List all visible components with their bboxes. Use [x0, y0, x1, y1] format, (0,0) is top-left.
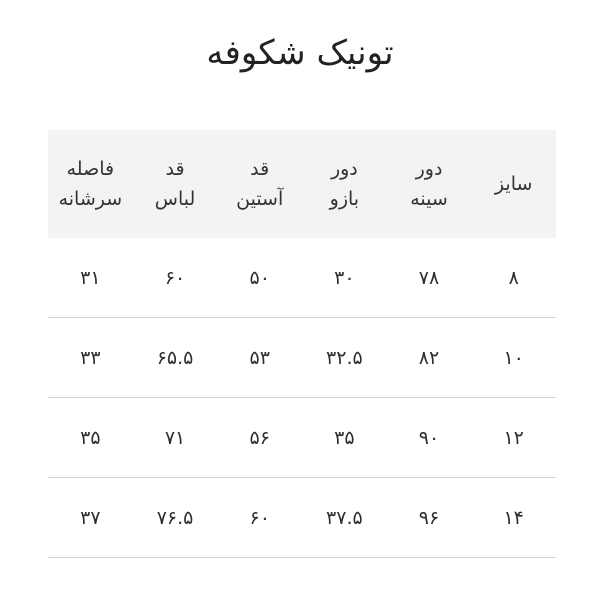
- cell-dress-length: ۷۱: [133, 398, 218, 478]
- cell-shoulder-width: ۳۱: [48, 238, 133, 318]
- table-row: [48, 478, 556, 558]
- header-size: [471, 130, 556, 238]
- header-shoulder-width: [48, 130, 133, 238]
- cell-size: ۸: [471, 238, 556, 318]
- header-shoulder-width-label: فاصله سرشانه: [58, 158, 123, 210]
- page-title: تونیک شکوفه: [206, 33, 394, 73]
- cell-size: ۱۲: [471, 398, 556, 478]
- cell-sleeve-length: ۶۰: [217, 478, 302, 558]
- header-sleeve-length: [217, 130, 302, 238]
- header-dress-length-label: قد لباس: [154, 158, 196, 210]
- header-chest: [387, 130, 472, 238]
- header-chest-label: دور سینه: [410, 158, 448, 210]
- cell-shoulder-width: ۳۳: [48, 318, 133, 398]
- cell-chest: ۹۰: [387, 398, 472, 478]
- cell-sleeve-length: ۵۳: [217, 318, 302, 398]
- header-sleeve-length-label: قد آستین: [236, 158, 284, 210]
- header-arm: [302, 130, 387, 238]
- size-table: [48, 130, 556, 558]
- cell-chest: ۸۲: [387, 318, 472, 398]
- cell-size: ۱۰: [471, 318, 556, 398]
- cell-shoulder-width: ۳۵: [48, 398, 133, 478]
- table-body: [48, 238, 556, 558]
- cell-arm: ۳۲.۵: [302, 318, 387, 398]
- cell-dress-length: ۶۵.۵: [133, 318, 218, 398]
- cell-size: ۱۴: [471, 478, 556, 558]
- cell-chest: ۹۶: [387, 478, 472, 558]
- cell-dress-length: ۷۶.۵: [133, 478, 218, 558]
- cell-arm: ۳۰: [302, 238, 387, 318]
- table-row: [48, 238, 556, 318]
- cell-chest: ۷۸: [387, 238, 472, 318]
- cell-shoulder-width: ۳۷: [48, 478, 133, 558]
- table-header: [48, 130, 556, 238]
- table-row: [48, 318, 556, 398]
- header-size-label: سایز: [494, 173, 533, 195]
- cell-sleeve-length: ۵۰: [217, 238, 302, 318]
- table-row: [48, 398, 556, 478]
- cell-sleeve-length: ۵۶: [217, 398, 302, 478]
- cell-dress-length: ۶۰: [133, 238, 218, 318]
- cell-arm: ۳۷.۵: [302, 478, 387, 558]
- header-row: [48, 130, 556, 238]
- header-arm-label: دور بازو: [329, 158, 360, 210]
- header-dress-length: [133, 130, 218, 238]
- cell-arm: ۳۵: [302, 398, 387, 478]
